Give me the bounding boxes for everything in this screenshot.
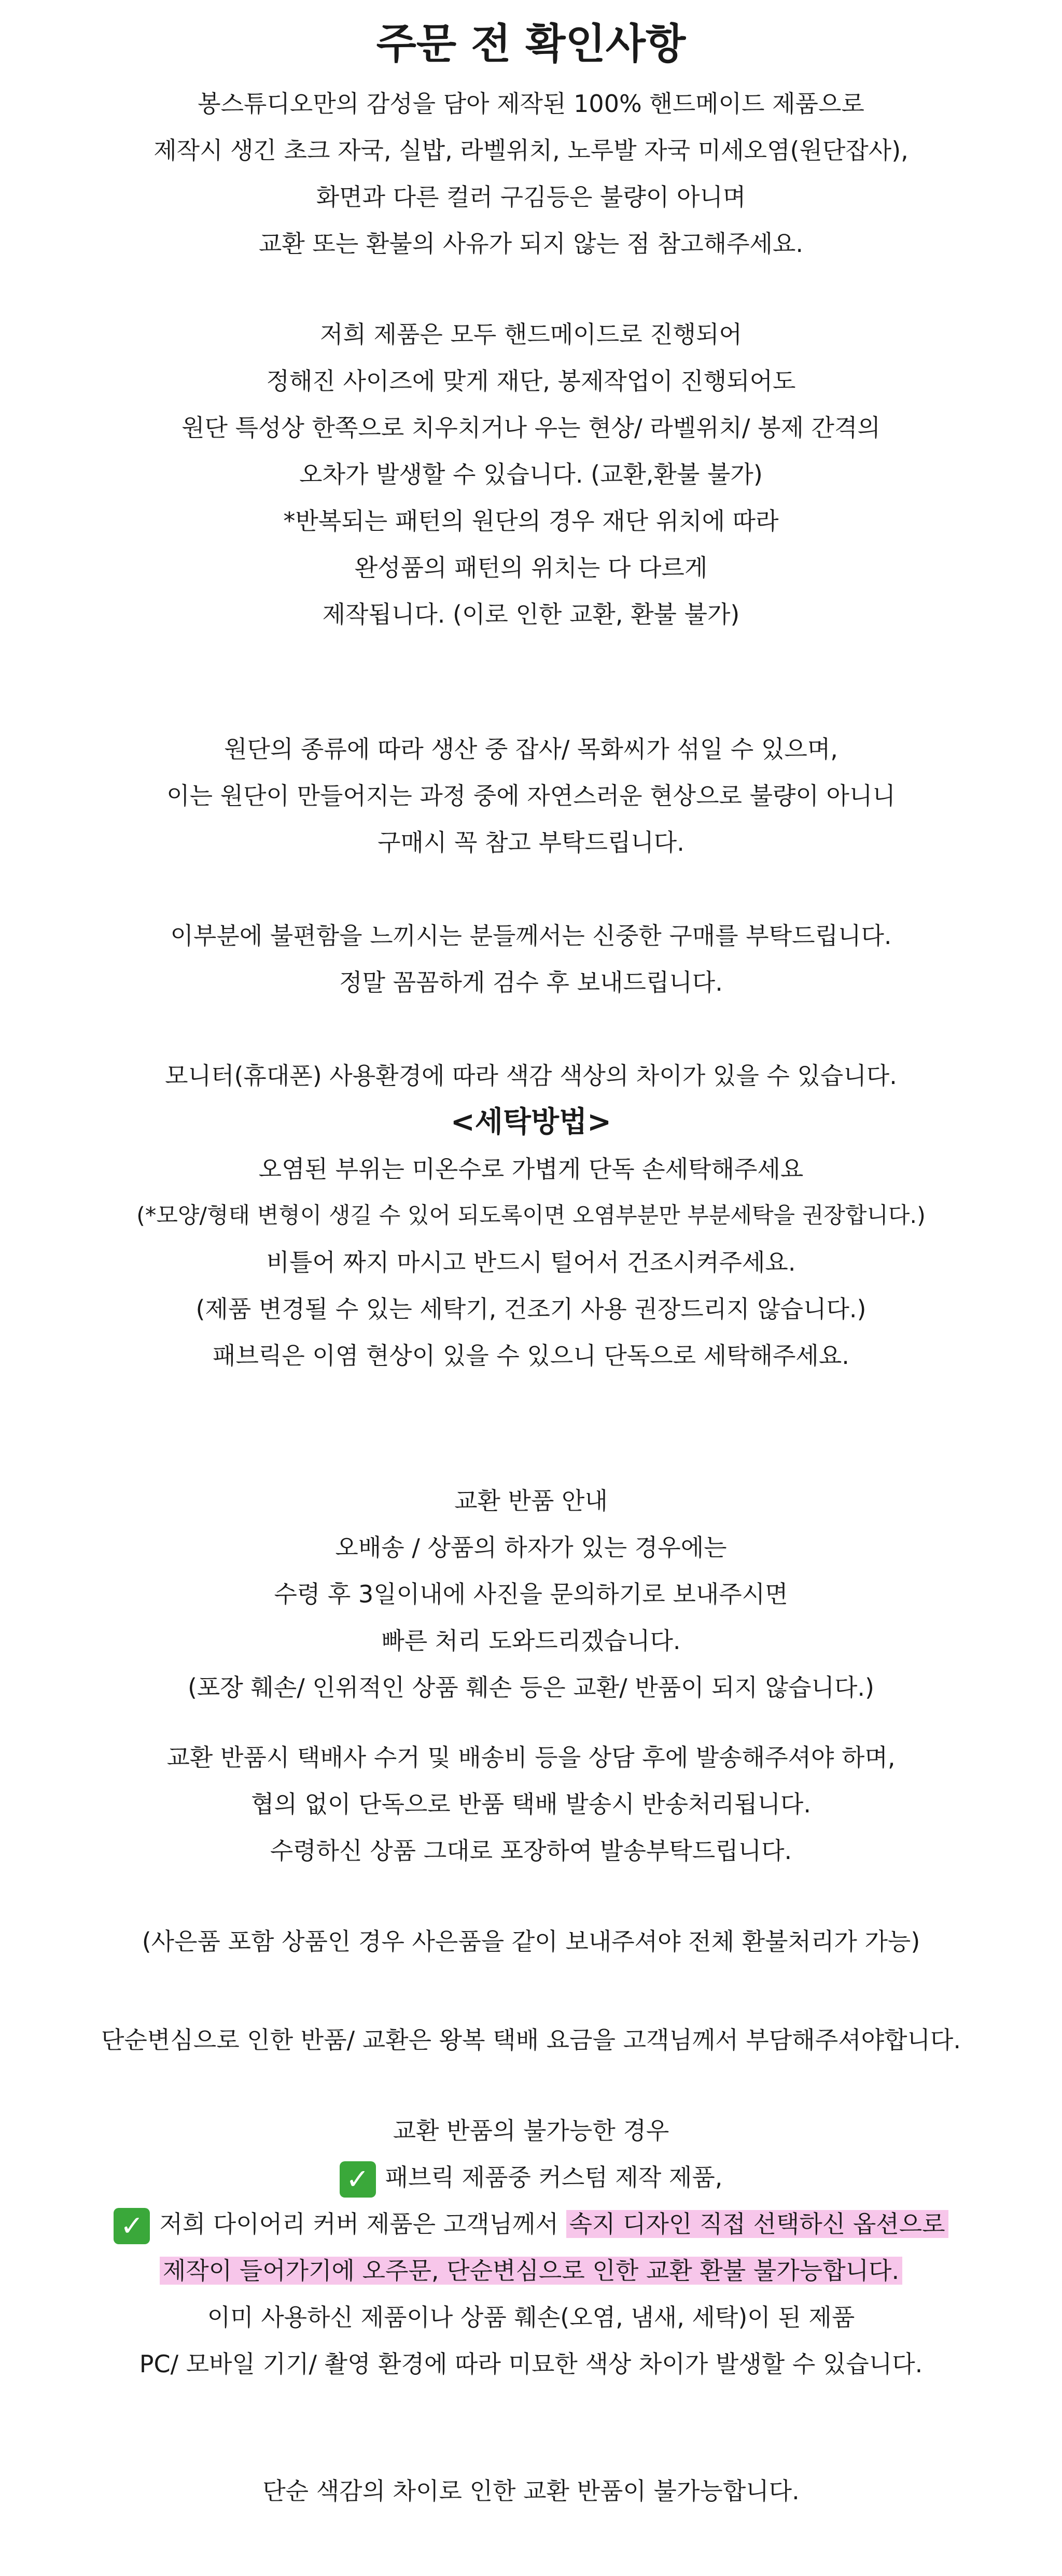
non-returnable-heading: 교환 반품의 불가능한 경우 (393, 2117, 669, 2145)
notice-line: 정해진 사이즈에 맞게 재단, 봉제작업이 진행되어도 (266, 367, 796, 395)
gift-return-notice (0, 1918, 1062, 1965)
highlighted-text: 속지 디자인 직접 선택하신 옵션으로 (566, 2210, 948, 2238)
notice-line: 오차가 발생할 수 있습니다. (교환,환불 불가) (299, 460, 763, 488)
notice-line: 저희 제품은 모두 핸드메이드로 진행되어 (320, 320, 742, 348)
notice-line: (포장 훼손/ 인위적인 상품 훼손 등은 교환/ 반품이 되지 않습니다.) (187, 1673, 874, 1701)
check-item-text: 패브릭 제품중 커스텀 제작 제품, (385, 2163, 723, 2191)
careful-purchase-notice (0, 912, 1062, 1006)
notice-line: 수령 후 3일이내에 사진을 문의하기로 보내주시면 (274, 1580, 788, 1608)
notice-line: 원단의 종류에 따라 생산 중 잡사/ 목화씨가 섞일 수 있으며, (224, 735, 838, 763)
check-item-diary-cover-continued (0, 2247, 1062, 2294)
exchange-return-guide (0, 1477, 1062, 1711)
notice-line: 단순 색감의 차이로 인한 교환 반품이 불가능합니다. (262, 2477, 800, 2505)
notice-line: 제작됩니다. (이로 인한 교환, 환불 불가) (322, 600, 740, 628)
notice-line: 이부분에 불편함을 느끼시는 분들께서는 신중한 구매를 부탁드립니다. (170, 922, 892, 950)
notice-line: PC/ 모바일 기기/ 촬영 환경에 따라 미묘한 색상 차이가 발생할 수 있습니다. (139, 2350, 923, 2378)
notice-line: 수령하신 상품 그대로 포장하여 발송부탁드립니다. (270, 1837, 792, 1865)
check-mark-icon: ✓ (340, 2161, 376, 2198)
notice-line: 이미 사용하신 제품이나 상품 훼손(오염, 냄새, 세탁)이 된 제품 (207, 2303, 855, 2331)
notice-line: 제작시 생긴 초크 자국, 실밥, 라벨위치, 노루발 자국 미세오염(원단잡사), (153, 136, 909, 164)
notice-line: 교환 또는 환불의 사유가 되지 않는 점 참고해주세요. (258, 230, 804, 258)
monitor-notice: 모니터(휴대폰) 사용환경에 따라 색감 색상의 차이가 있을 수 있습니다. (165, 1062, 897, 1090)
notice-line: 완성품의 패턴의 위치는 다 다르게 (354, 554, 708, 582)
check-item-text: 저희 다이어리 커버 제품은 고객님께서 (159, 2210, 566, 2238)
notice-line: 빠른 처리 도와드리겠습니다. (381, 1627, 681, 1655)
notice-line: 화면과 다른 컬러 구김등은 불량이 아니며 (316, 183, 746, 211)
check-item-diary-cover (0, 2201, 1062, 2247)
notice-line: (사은품 포함 상품인 경우 사은품을 같이 보내주셔야 전체 환불처리가 가능) (142, 1927, 920, 1955)
notice-line: 단순변심으로 인한 반품/ 교환은 왕복 택배 요금을 고객님께서 부담해주셔야합니다. (101, 2026, 961, 2054)
wash-line: 오염된 부위는 미온수로 가볍게 단독 손세탁해주세요 (258, 1155, 804, 1183)
color-difference-notice (0, 2468, 1062, 2514)
notice-line: 원단 특성상 한쪽으로 치우치거나 우는 현상/ 라벨위치/ 봉제 간격의 (181, 414, 881, 442)
sewing-tolerance-notice (0, 311, 1062, 638)
return-shipping-notice (0, 1734, 1062, 1874)
check-mark-icon: ✓ (114, 2208, 150, 2244)
wash-line: 비틀어 짜지 마시고 반드시 털어서 건조시켜주세요. (266, 1248, 796, 1276)
wash-line: (제품 변경될 수 있는 세탁기, 건조기 사용 권장드리지 않습니다.) (195, 1295, 867, 1323)
notice-line: 오배송 / 상품의 하자가 있는 경우에는 (335, 1533, 727, 1561)
fabric-impurity-notice (0, 726, 1062, 866)
change-of-mind-notice (0, 2017, 1062, 2063)
check-item-custom-fabric (0, 2154, 1062, 2201)
wash-method-heading: <세탁방법> (450, 1105, 612, 1139)
notice-line: 봉스튜디오만의 감성을 담아 제작된 100% 핸드메이드 제품으로 (198, 90, 864, 118)
wash-line: (*모양/형태 변형이 생길 수 있어 되도록이면 오염부분만 부분세탁을 권장합니다.) (136, 1203, 926, 1229)
page-title: 주문 전 확인사항 (376, 20, 686, 68)
non-returnable-cases (0, 2107, 1062, 2387)
notice-line: 정말 꼼꼼하게 검수 후 보내드립니다. (339, 968, 723, 996)
wash-line: 패브릭은 이염 현상이 있을 수 있으니 단독으로 세탁해주세요. (213, 1342, 849, 1370)
monitor-and-wash-notice (0, 1052, 1062, 1379)
highlighted-text: 제작이 들어가기에 오주문, 단순변심으로 인한 교환 환불 불가능합니다. (160, 2257, 902, 2285)
notice-line: 구매시 꼭 참고 부탁드립니다. (378, 828, 684, 856)
handmade-notice (0, 80, 1062, 267)
notice-line: 협의 없이 단독으로 반품 택배 발송시 반송처리됩니다. (251, 1790, 811, 1818)
notice-line: *반복되는 패턴의 원단의 경우 재단 위치에 따라 (283, 507, 779, 535)
notice-line: 이는 원단이 만들어지는 과정 중에 자연스러운 현상으로 불량이 아니니 (166, 782, 896, 810)
exchange-heading: 교환 반품 안내 (454, 1487, 608, 1515)
notice-line: 교환 반품시 택배사 수거 및 배송비 등을 상담 후에 발송해주셔야 하며, (166, 1743, 896, 1771)
